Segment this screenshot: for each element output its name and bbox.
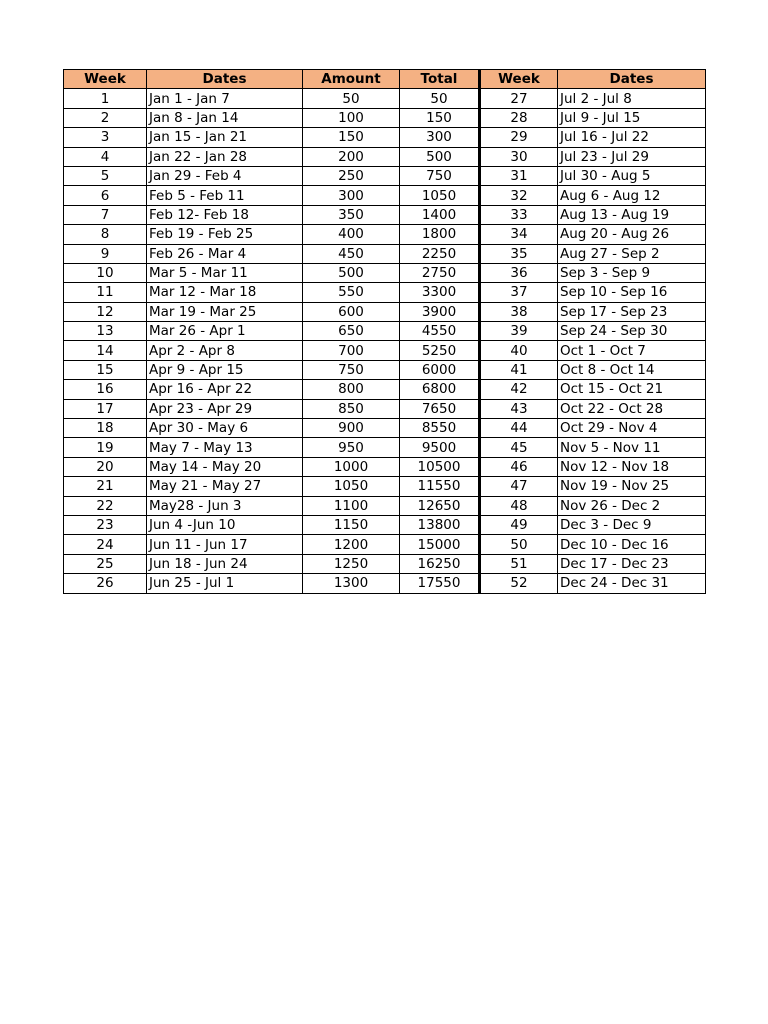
- cell-amount: 1150: [303, 515, 400, 534]
- cell-dates-right: Sep 17 - Sep 23: [558, 302, 706, 321]
- cell-dates-right: Sep 3 - Sep 9: [558, 263, 706, 282]
- cell-total: 6000: [400, 360, 480, 379]
- cell-week: 7: [64, 205, 147, 224]
- cell-total: 17550: [400, 574, 480, 593]
- cell-amount: 600: [303, 302, 400, 321]
- cell-amount: 1300: [303, 574, 400, 593]
- table-row: [64, 515, 706, 534]
- table-row: [64, 225, 706, 244]
- cell-week: 10: [64, 263, 147, 282]
- cell-dates: Feb 26 - Mar 4: [147, 244, 303, 263]
- cell-amount: 100: [303, 108, 400, 127]
- cell-total: 8550: [400, 419, 480, 438]
- table-row: [64, 574, 706, 593]
- cell-week: 17: [64, 399, 147, 418]
- cell-amount: 400: [303, 225, 400, 244]
- cell-week: 22: [64, 496, 147, 515]
- cell-dates-right: Aug 27 - Sep 2: [558, 244, 706, 263]
- cell-dates-right: Sep 10 - Sep 16: [558, 283, 706, 302]
- cell-dates-right: Jul 30 - Aug 5: [558, 166, 706, 185]
- cell-week: 6: [64, 186, 147, 205]
- cell-week-right: 51: [480, 554, 558, 573]
- cell-total: 7650: [400, 399, 480, 418]
- cell-dates: Mar 26 - Apr 1: [147, 322, 303, 341]
- header-dates-left: Dates: [147, 70, 303, 89]
- cell-dates: Jun 11 - Jun 17: [147, 535, 303, 554]
- cell-dates-right: Jul 2 - Jul 8: [558, 89, 706, 108]
- cell-amount: 200: [303, 147, 400, 166]
- cell-dates-right: Dec 3 - Dec 9: [558, 515, 706, 534]
- cell-dates-right: Jul 23 - Jul 29: [558, 147, 706, 166]
- cell-total: 300: [400, 128, 480, 147]
- cell-week: 18: [64, 419, 147, 438]
- cell-total: 11550: [400, 477, 480, 496]
- cell-week: 26: [64, 574, 147, 593]
- cell-amount: 700: [303, 341, 400, 360]
- cell-week-right: 50: [480, 535, 558, 554]
- cell-amount: 1250: [303, 554, 400, 573]
- table-row: [64, 360, 706, 379]
- cell-dates-right: Dec 24 - Dec 31: [558, 574, 706, 593]
- savings-schedule-table: [63, 69, 706, 594]
- cell-week-right: 49: [480, 515, 558, 534]
- cell-week-right: 27: [480, 89, 558, 108]
- table-row: [64, 457, 706, 476]
- cell-total: 16250: [400, 554, 480, 573]
- header-week-left: Week: [64, 70, 147, 89]
- table-row: [64, 477, 706, 496]
- cell-week: 19: [64, 438, 147, 457]
- cell-week: 11: [64, 283, 147, 302]
- table-row: [64, 186, 706, 205]
- table-row: [64, 263, 706, 282]
- cell-dates: Mar 5 - Mar 11: [147, 263, 303, 282]
- cell-week-right: 46: [480, 457, 558, 476]
- cell-amount: 50: [303, 89, 400, 108]
- cell-dates-right: Aug 20 - Aug 26: [558, 225, 706, 244]
- cell-amount: 750: [303, 360, 400, 379]
- cell-dates-right: Jul 16 - Jul 22: [558, 128, 706, 147]
- cell-amount: 800: [303, 380, 400, 399]
- cell-dates: May 7 - May 13: [147, 438, 303, 457]
- cell-amount: 1100: [303, 496, 400, 515]
- table-row: [64, 244, 706, 263]
- cell-week-right: 39: [480, 322, 558, 341]
- cell-week-right: 33: [480, 205, 558, 224]
- cell-total: 9500: [400, 438, 480, 457]
- cell-dates-right: Dec 17 - Dec 23: [558, 554, 706, 573]
- cell-week: 25: [64, 554, 147, 573]
- cell-amount: 550: [303, 283, 400, 302]
- cell-week-right: 28: [480, 108, 558, 127]
- cell-week: 13: [64, 322, 147, 341]
- cell-amount: 1200: [303, 535, 400, 554]
- cell-week: 5: [64, 166, 147, 185]
- cell-dates: Mar 12 - Mar 18: [147, 283, 303, 302]
- cell-dates: Jan 1 - Jan 7: [147, 89, 303, 108]
- table-row: [64, 108, 706, 127]
- cell-total: 13800: [400, 515, 480, 534]
- cell-week-right: 48: [480, 496, 558, 515]
- cell-dates-right: Oct 8 - Oct 14: [558, 360, 706, 379]
- cell-total: 3300: [400, 283, 480, 302]
- cell-amount: 350: [303, 205, 400, 224]
- table-row: [64, 399, 706, 418]
- table-body: [64, 89, 706, 593]
- cell-week: 16: [64, 380, 147, 399]
- cell-dates-right: Dec 10 - Dec 16: [558, 535, 706, 554]
- cell-week: 14: [64, 341, 147, 360]
- cell-week: 21: [64, 477, 147, 496]
- cell-dates-right: Oct 15 - Oct 21: [558, 380, 706, 399]
- table-row: [64, 283, 706, 302]
- cell-dates-right: Nov 12 - Nov 18: [558, 457, 706, 476]
- header-week-right: Week: [480, 70, 558, 89]
- table-row: [64, 302, 706, 321]
- table-row: [64, 380, 706, 399]
- cell-total: 500: [400, 147, 480, 166]
- cell-dates: Mar 19 - Mar 25: [147, 302, 303, 321]
- cell-total: 50: [400, 89, 480, 108]
- cell-amount: 650: [303, 322, 400, 341]
- cell-amount: 500: [303, 263, 400, 282]
- cell-dates: Feb 12- Feb 18: [147, 205, 303, 224]
- cell-dates: Apr 23 - Apr 29: [147, 399, 303, 418]
- table-row: [64, 147, 706, 166]
- cell-dates: May 14 - May 20: [147, 457, 303, 476]
- cell-amount: 1050: [303, 477, 400, 496]
- table-row: [64, 554, 706, 573]
- cell-dates-right: Nov 5 - Nov 11: [558, 438, 706, 457]
- cell-dates-right: Oct 22 - Oct 28: [558, 399, 706, 418]
- cell-dates-right: Oct 1 - Oct 7: [558, 341, 706, 360]
- table-row: [64, 419, 706, 438]
- cell-total: 1050: [400, 186, 480, 205]
- cell-amount: 450: [303, 244, 400, 263]
- cell-week-right: 44: [480, 419, 558, 438]
- cell-week-right: 38: [480, 302, 558, 321]
- cell-week-right: 41: [480, 360, 558, 379]
- cell-week-right: 47: [480, 477, 558, 496]
- cell-week-right: 32: [480, 186, 558, 205]
- cell-week: 9: [64, 244, 147, 263]
- cell-amount: 850: [303, 399, 400, 418]
- table-row: [64, 166, 706, 185]
- cell-dates: May28 - Jun 3: [147, 496, 303, 515]
- cell-dates-right: Sep 24 - Sep 30: [558, 322, 706, 341]
- cell-week-right: 29: [480, 128, 558, 147]
- cell-amount: 150: [303, 128, 400, 147]
- cell-week: 4: [64, 147, 147, 166]
- cell-amount: 900: [303, 419, 400, 438]
- cell-total: 4550: [400, 322, 480, 341]
- cell-total: 2750: [400, 263, 480, 282]
- cell-week: 15: [64, 360, 147, 379]
- cell-dates-right: Nov 19 - Nov 25: [558, 477, 706, 496]
- cell-amount: 950: [303, 438, 400, 457]
- cell-total: 3900: [400, 302, 480, 321]
- cell-dates: Jun 25 - Jul 1: [147, 574, 303, 593]
- cell-total: 5250: [400, 341, 480, 360]
- cell-dates: Jun 18 - Jun 24: [147, 554, 303, 573]
- cell-total: 150: [400, 108, 480, 127]
- table-row: [64, 535, 706, 554]
- cell-dates-right: Nov 26 - Dec 2: [558, 496, 706, 515]
- cell-dates: May 21 - May 27: [147, 477, 303, 496]
- cell-dates: Jan 22 - Jan 28: [147, 147, 303, 166]
- cell-week-right: 31: [480, 166, 558, 185]
- cell-total: 6800: [400, 380, 480, 399]
- cell-dates-right: Oct 29 - Nov 4: [558, 419, 706, 438]
- cell-week-right: 37: [480, 283, 558, 302]
- cell-week-right: 52: [480, 574, 558, 593]
- cell-total: 1400: [400, 205, 480, 224]
- cell-dates: Jan 8 - Jan 14: [147, 108, 303, 127]
- cell-week: 12: [64, 302, 147, 321]
- cell-week: 2: [64, 108, 147, 127]
- cell-week-right: 36: [480, 263, 558, 282]
- header-dates-right: Dates: [558, 70, 706, 89]
- cell-dates: Jan 29 - Feb 4: [147, 166, 303, 185]
- cell-total: 15000: [400, 535, 480, 554]
- cell-week-right: 43: [480, 399, 558, 418]
- cell-total: 10500: [400, 457, 480, 476]
- table-row: [64, 89, 706, 108]
- cell-week: 23: [64, 515, 147, 534]
- cell-amount: 250: [303, 166, 400, 185]
- cell-dates: Apr 16 - Apr 22: [147, 380, 303, 399]
- cell-dates: Jan 15 - Jan 21: [147, 128, 303, 147]
- cell-dates: Apr 9 - Apr 15: [147, 360, 303, 379]
- cell-week-right: 30: [480, 147, 558, 166]
- cell-total: 2250: [400, 244, 480, 263]
- cell-week: 20: [64, 457, 147, 476]
- table-row: [64, 128, 706, 147]
- table-row: [64, 496, 706, 515]
- cell-week: 8: [64, 225, 147, 244]
- cell-dates: Apr 2 - Apr 8: [147, 341, 303, 360]
- table-row: [64, 205, 706, 224]
- cell-dates: Apr 30 - May 6: [147, 419, 303, 438]
- cell-total: 1800: [400, 225, 480, 244]
- cell-week-right: 42: [480, 380, 558, 399]
- cell-week: 3: [64, 128, 147, 147]
- cell-week: 24: [64, 535, 147, 554]
- table-row: [64, 438, 706, 457]
- cell-week-right: 35: [480, 244, 558, 263]
- table-header-row: [64, 70, 706, 89]
- table-row: [64, 322, 706, 341]
- cell-dates-right: Jul 9 - Jul 15: [558, 108, 706, 127]
- cell-dates: Feb 5 - Feb 11: [147, 186, 303, 205]
- cell-total: 12650: [400, 496, 480, 515]
- header-amount: Amount: [303, 70, 400, 89]
- cell-week: 1: [64, 89, 147, 108]
- cell-amount: 300: [303, 186, 400, 205]
- cell-week-right: 40: [480, 341, 558, 360]
- cell-dates-right: Aug 6 - Aug 12: [558, 186, 706, 205]
- table-row: [64, 341, 706, 360]
- cell-week-right: 45: [480, 438, 558, 457]
- cell-dates: Feb 19 - Feb 25: [147, 225, 303, 244]
- cell-week-right: 34: [480, 225, 558, 244]
- cell-dates-right: Aug 13 - Aug 19: [558, 205, 706, 224]
- cell-dates: Jun 4 -Jun 10: [147, 515, 303, 534]
- cell-total: 750: [400, 166, 480, 185]
- cell-amount: 1000: [303, 457, 400, 476]
- header-total: Total: [400, 70, 480, 89]
